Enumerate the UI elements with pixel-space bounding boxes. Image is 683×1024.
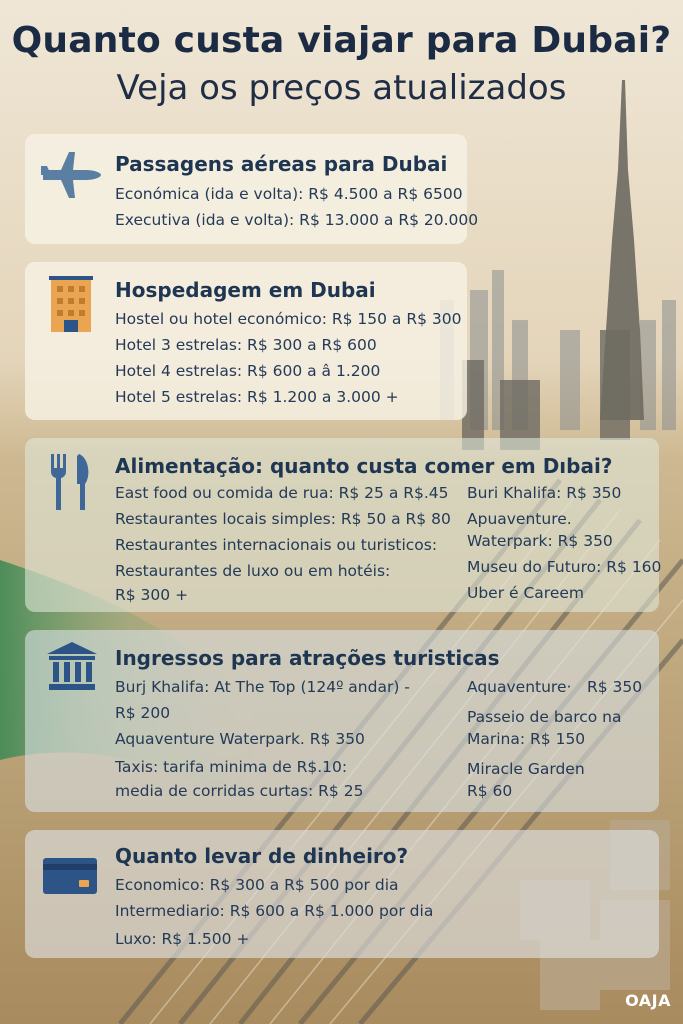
- tickets-title: Ingressos para atrações turisticas: [115, 646, 500, 670]
- tickets-right-aquaventure-price: R$ 350: [587, 678, 643, 696]
- money-line-economy: Economico: R$ 300 a R$ 500 por dia: [115, 876, 399, 894]
- lodging-line-4-stars: Hotel 4 estrelas: R$ 600 a â 1.200: [115, 362, 381, 380]
- lodging-title: Hospedagem em Dubai: [115, 278, 376, 302]
- food-title: Alimentação: quanto custa comer em Dıbai?: [115, 454, 613, 478]
- lodging-line-3-stars: Hotel 3 estrelas: R$ 300 a R$ 600: [115, 336, 377, 354]
- fork-knife-icon: [49, 452, 93, 512]
- tickets-card: [25, 630, 659, 812]
- food-right-museum: Museu do Futuro: R$ 160: [467, 558, 662, 576]
- brand-logo: OAJA: [625, 991, 671, 1010]
- tickets-line-taxi: Taxis: tarifa minima de R$.10:: [115, 758, 348, 776]
- page-subtitle: Veja os preços atualizados: [116, 68, 567, 108]
- airplane-icon: [39, 148, 103, 202]
- flights-business-price: Executiva (ida e volta): R$ 13.000 a R$ 20.000: [115, 211, 479, 229]
- food-right-aquaventure: Apuaventure.: [467, 510, 572, 528]
- tickets-line-burj-price: R$ 200: [115, 704, 171, 722]
- food-line-street: East food ou comida de rua: R$ 25 a R$.45: [115, 484, 449, 502]
- lodging-line-hostel: Hostel ou hotel económico: R$ 150 a R$ 300: [115, 310, 462, 328]
- page-title: Quanto custa viajar para Dubai?: [11, 20, 672, 61]
- money-card: [25, 830, 659, 958]
- tickets-line-taxi-short: media de corridas curtas: R$ 25: [115, 782, 364, 800]
- flights-economy-price: Económica (ida e volta): R$ 4.500 a R$ 6500: [115, 185, 463, 203]
- flights-card: [25, 134, 479, 244]
- tickets-line-burj: Burj Khalifa: At The Top (124º andar) -: [115, 678, 410, 696]
- money-title: Quanto levar de dinheiro?: [115, 844, 409, 868]
- tickets-line-aquaventure: Aquaventure Waterpark. R$ 350: [115, 730, 365, 748]
- flights-title: Passagens aéreas para Dubai: [115, 152, 448, 176]
- tickets-right-boat-price: Marina: R$ 150: [467, 730, 586, 748]
- credit-card-icon: [43, 858, 97, 894]
- money-line-luxury: Luxo: R$ 1.500 +: [115, 930, 250, 948]
- food-right-uber: Uber é Careem: [467, 584, 585, 602]
- museum-icon: [47, 642, 97, 692]
- hotel-building-icon: [47, 276, 95, 334]
- lodging-line-5-stars: Hotel 5 estrelas: R$ 1.200 a 3.000 +: [115, 388, 399, 406]
- food-line-luxury-price: R$ 300 +: [115, 586, 189, 604]
- food-right-waterpark: Waterpark: R$ 350: [467, 532, 613, 550]
- tickets-right-garden: Miracle Garden: [467, 760, 585, 778]
- tickets-right-boat: Passeio de barco na: [467, 708, 622, 726]
- lodging-card: [25, 262, 467, 420]
- food-right-burj: Buri Khalifa: R$ 350: [467, 484, 622, 502]
- money-line-intermediate: Intermediario: R$ 600 a R$ 1.000 por dia: [115, 902, 434, 920]
- food-card: [25, 438, 662, 612]
- food-line-luxury: Restaurantes de luxo ou em hotéis:: [115, 562, 391, 580]
- tickets-right-garden-price: R$ 60: [467, 782, 513, 800]
- tickets-right-aquaventure: Aquaventure·: [467, 678, 572, 696]
- food-line-local: Restaurantes locais simples: R$ 50 a R$ 80: [115, 510, 451, 528]
- food-line-international: Restaurantes internacionais ou turisticos:: [115, 536, 438, 554]
